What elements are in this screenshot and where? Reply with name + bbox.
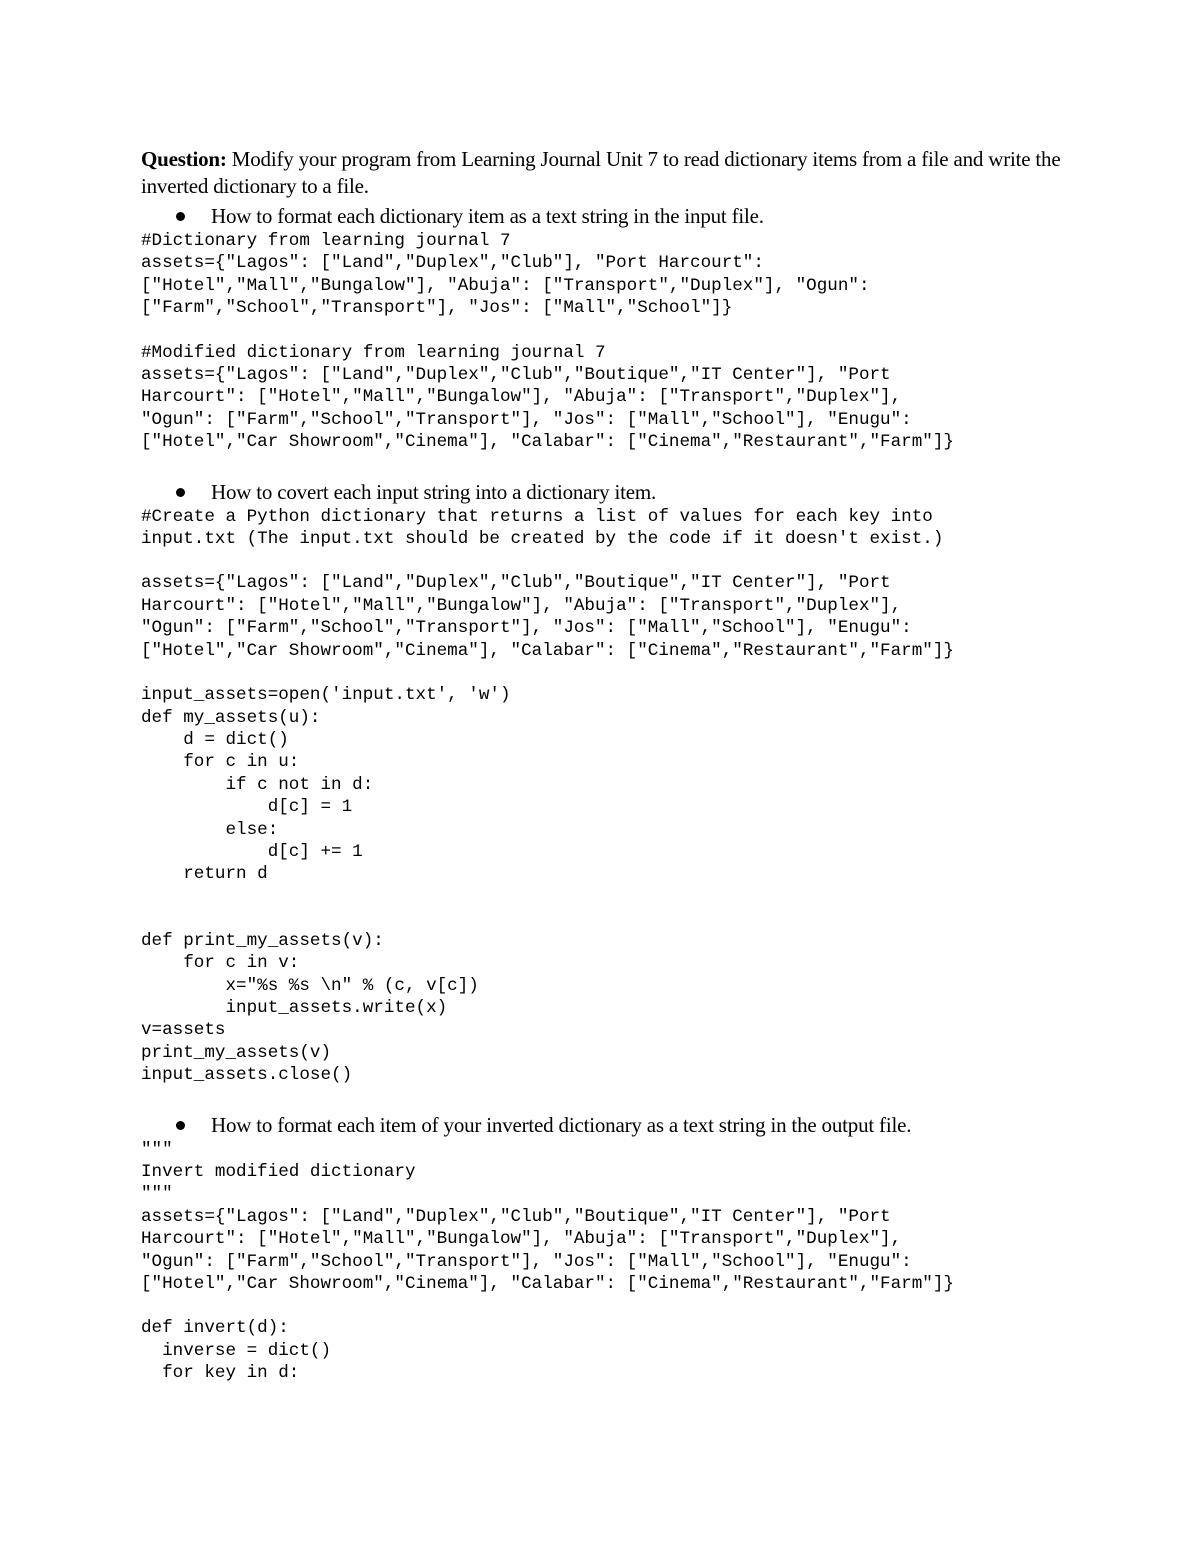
- spacer: [141, 1295, 1061, 1317]
- bullet-text: How to covert each input string into a dictionary item.: [211, 479, 657, 504]
- spacer: [141, 454, 1061, 476]
- bullet-item: [141, 202, 1061, 230]
- question-label: Question:: [141, 147, 227, 171]
- spacer: [141, 662, 1061, 684]
- question-text: Modify your program from Learning Journal Unit 7 to read dictionary items from a file and write the inverted dictionary to a file.: [141, 147, 1061, 198]
- bullet-text: How to format each item of your inverted dictionary as a text string in the output file.: [211, 1112, 912, 1137]
- code-create-comment: #Create a Python dictionary that returns a list of values for each key into input.txt (The input.txt should be created by the code if it doesn't exist.): [141, 506, 944, 550]
- bullet-icon: [176, 488, 185, 497]
- code-my-assets-function: input_assets=open('input.txt', 'w') def my_assets(u): d = dict() for c in u: if c not in d: d[c] = 1 else: d[c] += 1 return d: [141, 685, 511, 885]
- spacer: [141, 1087, 1061, 1109]
- code-modified-dictionary: #Modified dictionary from learning journal 7 assets={"Lagos": ["Land","Duplex","Club","Boutique","IT Center"], "Port Harcourt": ["Hotel","Mall","Bungalow"], "Abuja": ["Transport","Duplex"], "Ogun": ["Farm","School","Transport"], "Jos": ["Mall","School"], "Enugu": ["Hotel","Car Showroom","Cinema"], "Calabar": ["Cinema","Restaurant","Farm"]}: [141, 342, 954, 453]
- bullet-icon: [176, 1121, 185, 1130]
- code-assets-dictionary: assets={"Lagos": ["Land","Duplex","Club","Boutique","IT Center"], "Port Harcourt": ["Hotel","Mall","Bungalow"], "Abuja": ["Transport","Duplex"], "Ogun": ["Farm","School","Transport"], "Jos": ["Mall","School"], "Enugu": ["Hotel","Car Showroom","Cinema"], "Calabar": ["Cinema","Restaurant","Farm"]}: [141, 573, 954, 661]
- code-invert-function: def invert(d): inverse = dict() for key in d:: [141, 1318, 332, 1384]
- question-paragraph: [141, 146, 1061, 200]
- spacer: [141, 550, 1061, 572]
- bullet-item: [141, 1111, 1061, 1139]
- code-print-function: def print_my_assets(v): for c in v: x="%s %s \n" % (c, v[c]) input_assets.write(x) v=assets print_my_assets(v) input_assets.close(): [141, 930, 479, 1086]
- spacer: [141, 886, 1061, 930]
- code-invert-docstring: """ Invert modified dictionary """ assets={"Lagos": ["Land","Duplex","Club","Boutique","IT Center"], "Port Harcourt": ["Hotel","Mall","Bungalow"], "Abuja": ["Transport","Duplex"], "Ogun": ["Farm","School","Transport"], "Jos": ["Mall","School"], "Enugu": ["Hotel","Car Showroom","Cinema"], "Calabar": ["Cinema","Restaurant","Farm"]}: [141, 1139, 954, 1295]
- spacer: [141, 320, 1061, 342]
- bullet-icon: [176, 212, 185, 221]
- bullet-text: How to format each dictionary item as a text string in the input file.: [211, 204, 764, 228]
- document-page: [141, 146, 1061, 1385]
- code-original-dictionary: #Dictionary from learning journal 7 assets={"Lagos": ["Land","Duplex","Club"], "Port Harcourt": ["Hotel","Mall","Bungalow"], "Abuja": ["Transport","Duplex"], "Ogun": ["Farm","School","Transport"], "Jos": ["Mall","School"]}: [141, 231, 870, 319]
- bullet-item: [141, 478, 1061, 506]
